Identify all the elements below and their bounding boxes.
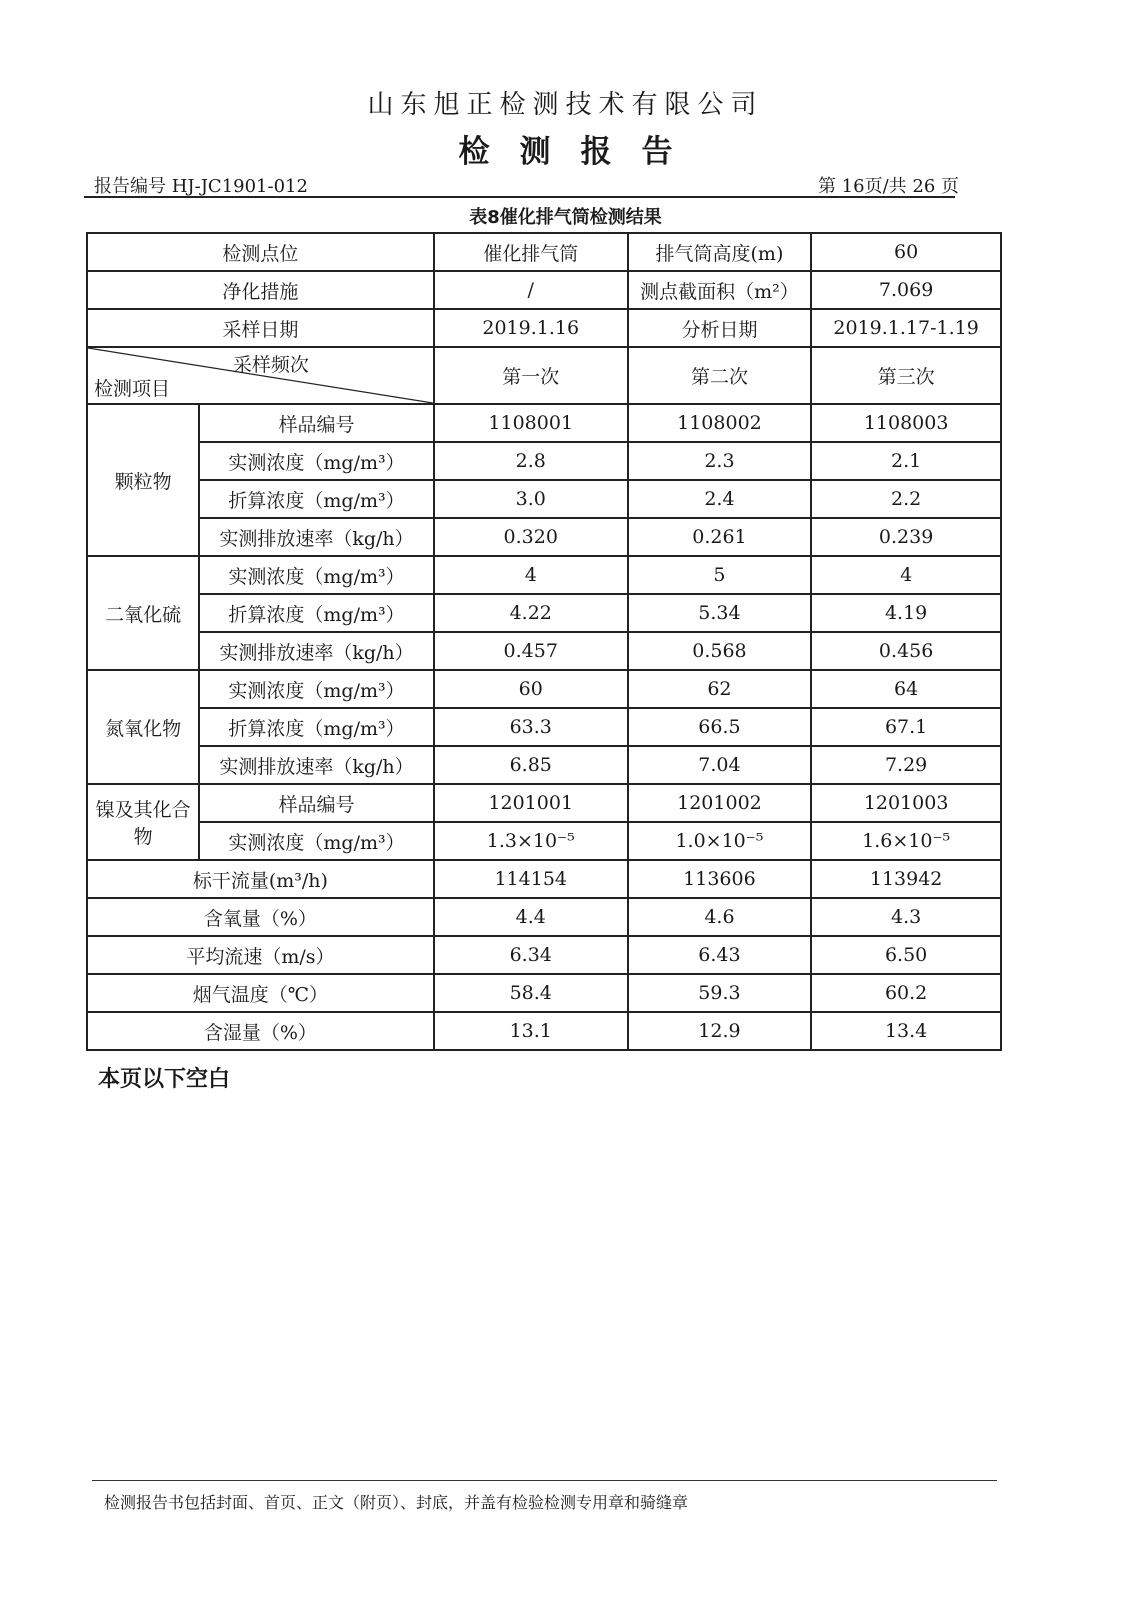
- value-cell: 3.0: [434, 480, 628, 518]
- item-label: 实测浓度（mg/m³）: [199, 822, 434, 860]
- pollutant-name: 二氧化硫: [87, 556, 199, 670]
- diagonal-header-cell: [87, 347, 434, 404]
- value-cell: 1.0×10⁻⁵: [628, 822, 812, 860]
- param-row: [87, 974, 1001, 1012]
- table-row: [87, 784, 1001, 822]
- value-cell: 4.19: [811, 594, 1001, 632]
- value-cell: 12.9: [628, 1012, 812, 1050]
- table-row: [87, 708, 1001, 746]
- table-row: [87, 746, 1001, 784]
- info-label: 排气筒高度(m): [628, 233, 812, 271]
- info-label: 净化措施: [87, 271, 434, 309]
- header-divider: [84, 196, 955, 198]
- table-row: [87, 822, 1001, 860]
- value-cell: 4.6: [628, 898, 812, 936]
- report-title: 检测报告: [458, 134, 703, 170]
- report-number: 报告编号 HJ-JC1901-012: [94, 176, 308, 197]
- value-cell: 6.50: [811, 936, 1001, 974]
- footer-note: 检测报告书包括封面、首页、正文（附页）、封底，并盖有检验检测专用章和骑缝章: [104, 1493, 689, 1512]
- value-cell: 62: [628, 670, 812, 708]
- value-cell: 6.85: [434, 746, 628, 784]
- footer-divider: [92, 1480, 997, 1481]
- info-value: 催化排气筒: [434, 233, 628, 271]
- value-cell: 1108003: [811, 404, 1001, 442]
- value-cell: 4.3: [811, 898, 1001, 936]
- value-cell: 63.3: [434, 708, 628, 746]
- blank-below-note: 本页以下空白: [98, 1067, 231, 1092]
- value-cell: 4.22: [434, 594, 628, 632]
- item-label: 实测浓度（mg/m³）: [199, 442, 434, 480]
- info-value: /: [434, 271, 628, 309]
- item-label: 实测排放速率（kg/h）: [199, 632, 434, 670]
- info-row: [87, 309, 1001, 347]
- table-title: 表8催化排气筒检测结果: [469, 207, 662, 228]
- value-cell: 58.4: [434, 974, 628, 1012]
- value-cell: 1201001: [434, 784, 628, 822]
- item-label: 样品编号: [199, 784, 434, 822]
- value-cell: 6.34: [434, 936, 628, 974]
- param-label: 含氧量（%）: [87, 898, 434, 936]
- param-label: 含湿量（%）: [87, 1012, 434, 1050]
- company-name: 山东旭正检测技术有限公司: [367, 90, 764, 120]
- value-cell: 2.3: [628, 442, 812, 480]
- value-cell: 1.6×10⁻⁵: [811, 822, 1001, 860]
- value-cell: 2.2: [811, 480, 1001, 518]
- value-cell: 59.3: [628, 974, 812, 1012]
- value-cell: 1201003: [811, 784, 1001, 822]
- diag-bottom-label: 检测项目: [94, 378, 171, 400]
- value-cell: 1108001: [434, 404, 628, 442]
- value-cell: 13.4: [811, 1012, 1001, 1050]
- param-label: 平均流速（m/s）: [87, 936, 434, 974]
- value-cell: 5.34: [628, 594, 812, 632]
- value-cell: 0.239: [811, 518, 1001, 556]
- value-cell: 4: [811, 556, 1001, 594]
- item-label: 实测浓度（mg/m³）: [199, 670, 434, 708]
- param-row: [87, 898, 1001, 936]
- run-header: 第三次: [811, 347, 1001, 404]
- run-header: 第一次: [434, 347, 628, 404]
- value-cell: 13.1: [434, 1012, 628, 1050]
- value-cell: 113942: [811, 860, 1001, 898]
- param-row: [87, 936, 1001, 974]
- table-row: [87, 594, 1001, 632]
- value-cell: 64: [811, 670, 1001, 708]
- table-row: [87, 632, 1001, 670]
- param-label: 烟气温度（℃）: [87, 974, 434, 1012]
- item-label: 折算浓度（mg/m³）: [199, 708, 434, 746]
- info-label: 测点截面积（m²）: [628, 271, 812, 309]
- table-row: [87, 480, 1001, 518]
- page-indicator: 第 16页/共 26 页: [817, 176, 959, 197]
- value-cell: 1108002: [628, 404, 812, 442]
- runs-header-row: [87, 347, 1001, 404]
- value-cell: 0.320: [434, 518, 628, 556]
- value-cell: 2.1: [811, 442, 1001, 480]
- table-row: [87, 670, 1001, 708]
- info-value: 60: [811, 233, 1001, 271]
- table-row: [87, 518, 1001, 556]
- table-row: [87, 404, 1001, 442]
- value-cell: 0.457: [434, 632, 628, 670]
- results-table: [86, 232, 1002, 1051]
- info-row: [87, 271, 1001, 309]
- param-row: [87, 860, 1001, 898]
- value-cell: 67.1: [811, 708, 1001, 746]
- info-value: 2019.1.16: [434, 309, 628, 347]
- item-label: 实测排放速率（kg/h）: [199, 518, 434, 556]
- item-label: 折算浓度（mg/m³）: [199, 480, 434, 518]
- info-value: 2019.1.17-1.19: [811, 309, 1001, 347]
- diag-top-label: 采样频次: [232, 354, 309, 376]
- param-label: 标干流量(m³/h): [87, 860, 434, 898]
- info-label: 检测点位: [87, 233, 434, 271]
- value-cell: 0.568: [628, 632, 812, 670]
- item-label: 实测浓度（mg/m³）: [199, 556, 434, 594]
- value-cell: 1201002: [628, 784, 812, 822]
- value-cell: 113606: [628, 860, 812, 898]
- value-cell: 66.5: [628, 708, 812, 746]
- value-cell: 0.456: [811, 632, 1001, 670]
- value-cell: 7.29: [811, 746, 1001, 784]
- run-header: 第二次: [628, 347, 812, 404]
- value-cell: 60.2: [811, 974, 1001, 1012]
- pollutant-name: 氮氧化物: [87, 670, 199, 784]
- param-row: [87, 1012, 1001, 1050]
- item-label: 折算浓度（mg/m³）: [199, 594, 434, 632]
- info-label: 采样日期: [87, 309, 434, 347]
- info-label: 分析日期: [628, 309, 812, 347]
- value-cell: 1.3×10⁻⁵: [434, 822, 628, 860]
- table-row: [87, 556, 1001, 594]
- value-cell: 7.04: [628, 746, 812, 784]
- item-label: 实测排放速率（kg/h）: [199, 746, 434, 784]
- value-cell: 5: [628, 556, 812, 594]
- value-cell: 60: [434, 670, 628, 708]
- value-cell: 0.261: [628, 518, 812, 556]
- value-cell: 2.8: [434, 442, 628, 480]
- pollutant-name: 镍及其化合物: [87, 784, 199, 860]
- pollutant-name: 颗粒物: [87, 404, 199, 556]
- value-cell: 114154: [434, 860, 628, 898]
- value-cell: 2.4: [628, 480, 812, 518]
- info-row: [87, 233, 1001, 271]
- value-cell: 4: [434, 556, 628, 594]
- value-cell: 4.4: [434, 898, 628, 936]
- value-cell: 6.43: [628, 936, 812, 974]
- info-value: 7.069: [811, 271, 1001, 309]
- table-row: [87, 442, 1001, 480]
- item-label: 样品编号: [199, 404, 434, 442]
